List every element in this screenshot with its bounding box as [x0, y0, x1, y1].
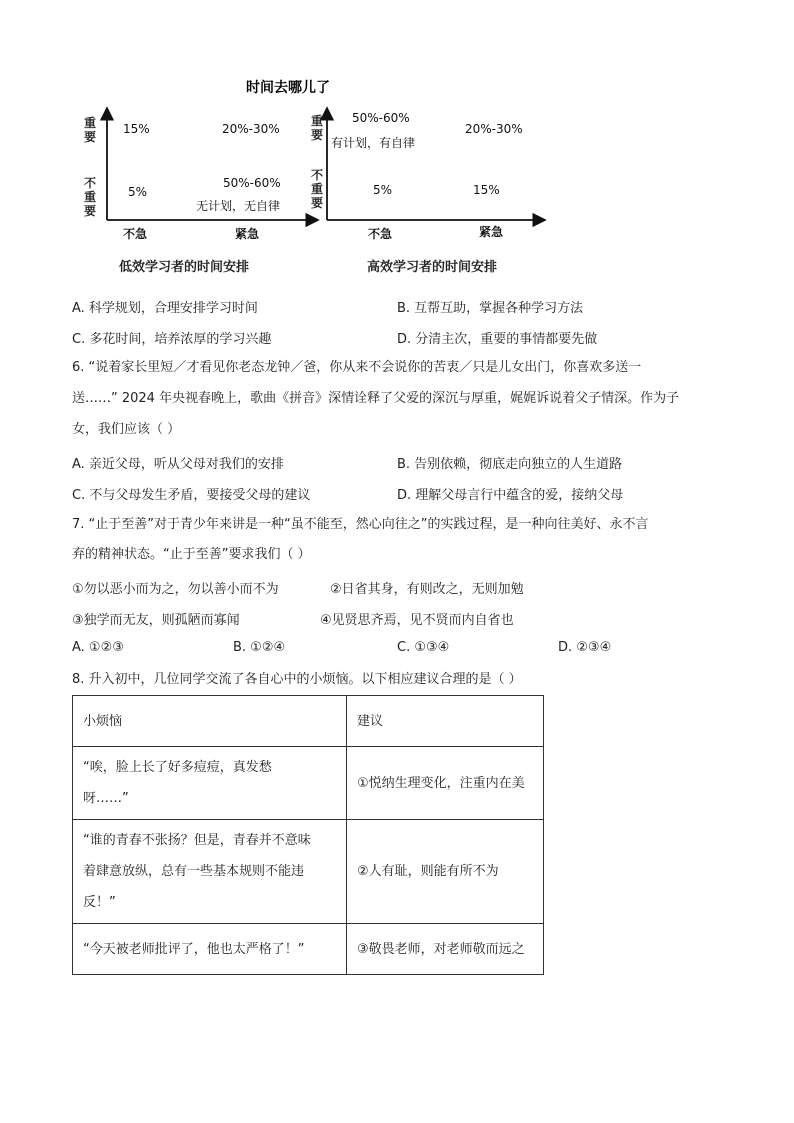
- q6-option-a[interactable]: A. 亲近父母，听从父母对我们的安排: [72, 457, 284, 472]
- q6-option-c[interactable]: C. 不与父母发生矛盾，要接受父母的建议: [72, 488, 311, 503]
- row-1-worry-line-2: 呀……”: [83, 791, 129, 806]
- row-2-worry-line-2: 着肆意放纵，总有一些基本规则不能违: [83, 864, 305, 879]
- q7-option-c[interactable]: C. ①③④: [397, 640, 450, 655]
- left-q-top-right: 20%-30%: [222, 122, 280, 136]
- q7-statement-2: ②日省其身，有则改之，无则加勉: [330, 582, 524, 597]
- q7-option-b[interactable]: B. ①②④: [233, 640, 286, 655]
- table-row: [73, 924, 544, 975]
- right-y-label-unimportant: 不重要: [310, 168, 323, 210]
- q6-stem-line-3: 女，我们应该（ ）: [72, 422, 181, 437]
- left-x-label-not-urgent: 不急: [123, 227, 148, 241]
- row-1-worry-line-1: “唉，脸上长了好多痘痘，真发愁: [83, 760, 272, 775]
- left-x-label-urgent: 紧急: [235, 227, 260, 241]
- right-q-top-right: 20%-30%: [465, 122, 523, 136]
- q5-option-c[interactable]: C. 多花时间，培养浓厚的学习兴趣: [72, 332, 272, 347]
- left-chart-caption: 低效学习者的时间安排: [119, 260, 250, 275]
- q7-statement-1: ①勿以恶小而为之，勿以善小而不为: [72, 582, 279, 597]
- row-2-worry-line-3: 反！”: [83, 895, 116, 910]
- right-q-bottom-left: 5%: [373, 183, 393, 197]
- left-y-label-unimportant: 不重要: [83, 176, 96, 218]
- q6-option-d[interactable]: D. 理解父母言行中蕴含的爱，接纳父母: [397, 488, 624, 503]
- right-y-label-important: 重要: [310, 114, 323, 142]
- row-2-suggestion: ②人有耻，则能有所不为: [347, 820, 544, 924]
- right-q-bottom-right: 15%: [473, 183, 500, 197]
- q5-option-d[interactable]: D. 分清主次，重要的事情都要先做: [397, 332, 598, 347]
- row-2-worry-line-1: “谁的青春不张扬？但是，青春并不意味: [83, 833, 311, 848]
- left-q-bottom-right-text: 无计划，无自律: [196, 199, 281, 213]
- figure-title: 时间去哪儿了: [246, 80, 330, 96]
- right-q-top-left-text: 有计划，有自律: [331, 136, 416, 150]
- q6-option-b[interactable]: B. 告别依赖，彻底走向独立的人生道路: [397, 457, 623, 472]
- header-worries: 小烦恼: [73, 696, 347, 747]
- q6-stem-line-1: 6. “说着家长里短／才看见你老态龙钟／爸，你从来不会说你的苦衷／只是儿女出门，你喜欢多送一: [72, 360, 642, 375]
- header-suggestion: 建议: [347, 696, 544, 747]
- row-2-worry: [73, 820, 347, 924]
- row-3-worry: “今天被老师批评了，他也太严格了！”: [73, 924, 347, 975]
- left-q-bottom-right-pct: 50%-60%: [223, 176, 281, 190]
- table-row: [73, 747, 544, 820]
- q8-table: [72, 695, 544, 975]
- q8-stem: 8. 升入初中，几位同学交流了各自心中的小烦恼。以下相应建议合理的是（ ）: [72, 672, 522, 687]
- row-1-worry: [73, 747, 347, 820]
- left-q-top-left: 15%: [123, 122, 150, 136]
- row-1-suggestion: ①悦纳生理变化，注重内在美: [347, 747, 544, 820]
- right-x-label-not-urgent: 不急: [368, 227, 393, 241]
- q7-option-d[interactable]: D. ②③④: [558, 640, 612, 655]
- q6-stem-line-2: 送……” 2024 年央视春晚上，歌曲《拼音》深情诠释了父爱的深沉与厚重，娓娓诉说着父子情深。作为子: [72, 391, 680, 406]
- q5-option-a[interactable]: A. 科学规划，合理安排学习时间: [72, 301, 258, 316]
- table-header-row: [73, 696, 544, 747]
- q7-option-a[interactable]: A. ①②③: [72, 640, 124, 655]
- q7-stem-line-1: 7. “止于至善”对于青少年来讲是一种“虽不能至，然心向往之”的实践过程，是一种向往美好、永不言: [72, 517, 649, 532]
- right-x-label-urgent: 紧急: [479, 225, 504, 239]
- left-y-label-important: 重要: [83, 116, 96, 144]
- q7-statement-4: ④见贤思齐焉，见不贤而内自省也: [320, 613, 514, 628]
- q7-statement-3: ③独学而无友，则孤陋而寡闻: [72, 613, 240, 628]
- right-q-top-left-pct: 50%-60%: [352, 111, 410, 125]
- row-3-suggestion: ③敬畏老师，对老师敬而远之: [347, 924, 544, 975]
- q7-stem-line-2: 弃的精神状态。“止于至善”要求我们（ ）: [72, 547, 311, 562]
- table-row: [73, 820, 544, 924]
- q5-option-b[interactable]: B. 互帮互助，掌握各种学习方法: [397, 301, 584, 316]
- right-chart-caption: 高效学习者的时间安排: [367, 260, 498, 275]
- left-q-bottom-left: 5%: [128, 185, 148, 199]
